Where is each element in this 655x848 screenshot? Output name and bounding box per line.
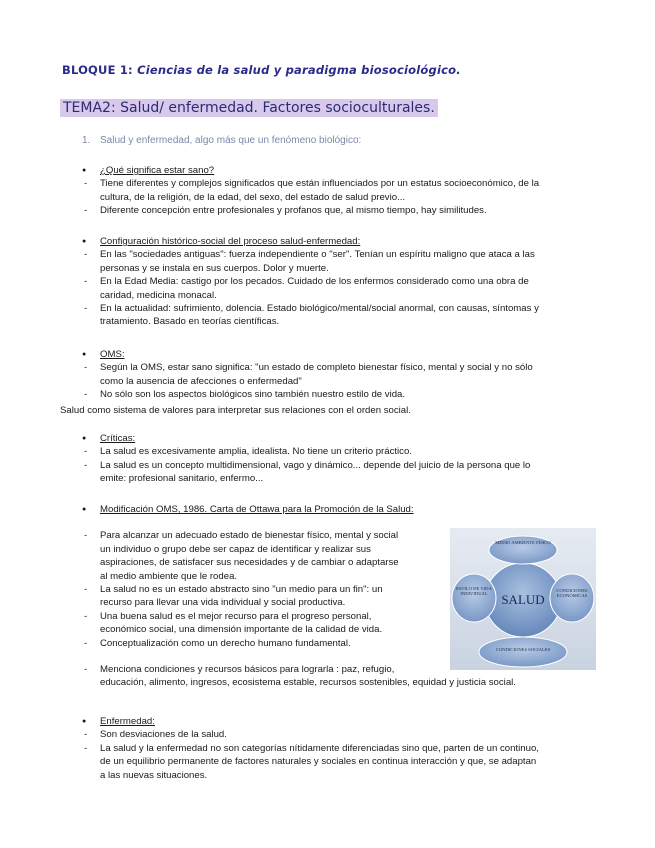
topic-heading: TEMA2: Salud/ enfermedad. Factores socioculturales. bbox=[60, 99, 438, 117]
line: cultura, de la religión, de la edad, del sexo, del estado de salud previo... bbox=[100, 191, 406, 203]
line: La salud es un concepto multidimensional, vago y dinámico... depende del juicio de la persona que lo bbox=[100, 459, 531, 471]
section-criticas bbox=[82, 432, 530, 486]
block-subtitle: Ciencias de la salud y paradigma biosociológico. bbox=[137, 63, 461, 77]
diagram-top-label-box bbox=[495, 540, 551, 562]
block-label: BLOQUE 1: bbox=[62, 63, 133, 77]
line: En la actualidad: sufrimiento, dolencia. Estado biológico/mental/social anormal, con causas, síntomas y bbox=[100, 303, 539, 315]
line: Según la OMS, estar sano significa: "un estado de completo bienestar físico, mental y social y no sólo bbox=[100, 362, 533, 374]
line: La salud y la enfermedad no son categorías nítidamente diferenciadas sino que, parten de un continuo, bbox=[100, 742, 539, 754]
line: Tiene diferentes y complejos significados que están influenciados por un estatus socioeconómico, de la bbox=[100, 178, 540, 190]
item-number: 1. bbox=[82, 135, 91, 146]
section-enfermedad bbox=[82, 715, 539, 782]
line: aspiraciones, de satisfacer sus necesidades y de cambiar o adaptarse bbox=[100, 557, 399, 569]
item-text: Salud y enfermedad, algo más que un fenómeno biológico: bbox=[100, 135, 362, 146]
line: un individuo o grupo debe ser capaz de identificar y realizar sus bbox=[100, 543, 371, 555]
list-item: - Son desviaciones de la salud. bbox=[82, 728, 539, 741]
line: a las nuevas situaciones. bbox=[100, 769, 208, 781]
list-item bbox=[82, 275, 539, 302]
list-item bbox=[82, 361, 533, 388]
health-determinants-diagram bbox=[450, 528, 596, 670]
diagram-bottom-label-box bbox=[483, 647, 563, 659]
line: En la Edad Media: castigo por los pecados. Cuidado de los enfermos considerado como una obra de bbox=[100, 276, 529, 288]
section-configuracion bbox=[82, 235, 539, 329]
line: al medio ambiente que le rodea. bbox=[100, 570, 238, 582]
section-que-significa bbox=[82, 164, 539, 218]
section-heading: ● ¿Qué significa estar sano? bbox=[82, 164, 539, 177]
line: recurso para llevar una vida individual y social productiva. bbox=[100, 597, 346, 609]
diagram-right-label: CONDICIONES ECONÓMICAS bbox=[556, 588, 588, 599]
diagram-top-label: MEDIO AMBIENTE FÍSICO bbox=[495, 540, 551, 545]
list-item bbox=[82, 459, 530, 486]
section-heading: ● Configuración histórico-social del proceso salud-enfermedad: bbox=[82, 235, 539, 248]
section-heading: ● Modificación OMS, 1986. Carta de Ottawa para la Promoción de la Salud: bbox=[82, 503, 516, 516]
line: La salud no es un estado abstracto sino "un medio para un fin": un bbox=[100, 584, 383, 596]
line: como la ausencia de afecciones o enfermedad" bbox=[100, 375, 302, 387]
numbered-item bbox=[82, 135, 361, 146]
list-item bbox=[82, 302, 539, 329]
line: Menciona condiciones y recursos básicos para lograrla : paz, refugio, bbox=[100, 664, 395, 676]
section-heading: ● Enfermedad: bbox=[82, 715, 539, 728]
diagram-left-label: ESTILO DE VIDA INDIVIDUAL bbox=[456, 586, 492, 597]
diagram-bottom-label: CONDICIONES SOCIALES bbox=[495, 647, 551, 652]
line: En las "sociedades antiguas": fuerza independiente o "ser". Tenían un espíritu maligno que ataca a las bbox=[100, 249, 535, 261]
line: personas y se instala en sus cuerpos. Dolor y muerte. bbox=[100, 262, 329, 274]
diagram-left-label-box bbox=[456, 586, 492, 612]
list-item: - La salud es excesivamente amplia, idealista. No tiene un criterio práctico. bbox=[82, 445, 530, 458]
diagram-center-label: SALUD bbox=[501, 592, 545, 607]
list-item bbox=[82, 248, 539, 275]
diagram-right-label-box bbox=[554, 588, 590, 610]
list-item: - Conceptualización como un derecho humano fundamental. bbox=[82, 637, 516, 650]
list-item bbox=[82, 177, 539, 204]
line: emite: profesional sanitario, enfermo... bbox=[100, 473, 264, 485]
paragraph: Salud como sistema de valores para interpretar sus relaciones con el orden social. bbox=[60, 405, 411, 416]
block-title bbox=[62, 63, 461, 77]
section-heading: ● OMS: bbox=[82, 348, 533, 361]
line: Una buena salud es el mejor recurso para el progreso personal, bbox=[100, 610, 372, 622]
line: Para alcanzar un adecuado estado de bienestar físico, mental y social bbox=[100, 530, 399, 542]
section-heading: ● Críticas: bbox=[82, 432, 530, 445]
list-item: - No sólo son los aspectos biológicos sino también nuestro estilo de vida. bbox=[82, 388, 533, 401]
list-item bbox=[82, 742, 539, 782]
line: caridad, medicina monacal. bbox=[100, 289, 217, 301]
list-item: - Diferente concepción entre profesionales y profanos que, al mismo tiempo, hay similitudes. bbox=[82, 204, 539, 217]
section-oms bbox=[82, 348, 533, 402]
line: de un equilibrio permanente de factores naturales y sociales en continua interacción y que, se adaptan bbox=[100, 756, 537, 768]
line: tratamiento. Basado en teorías científicas. bbox=[100, 316, 280, 328]
line: educación, alimento, ingresos, ecosistema estable, recursos sostenibles, equidad y justicia social. bbox=[100, 677, 516, 689]
line: económico social, una dimensión importante de la calidad de vida. bbox=[100, 624, 383, 636]
